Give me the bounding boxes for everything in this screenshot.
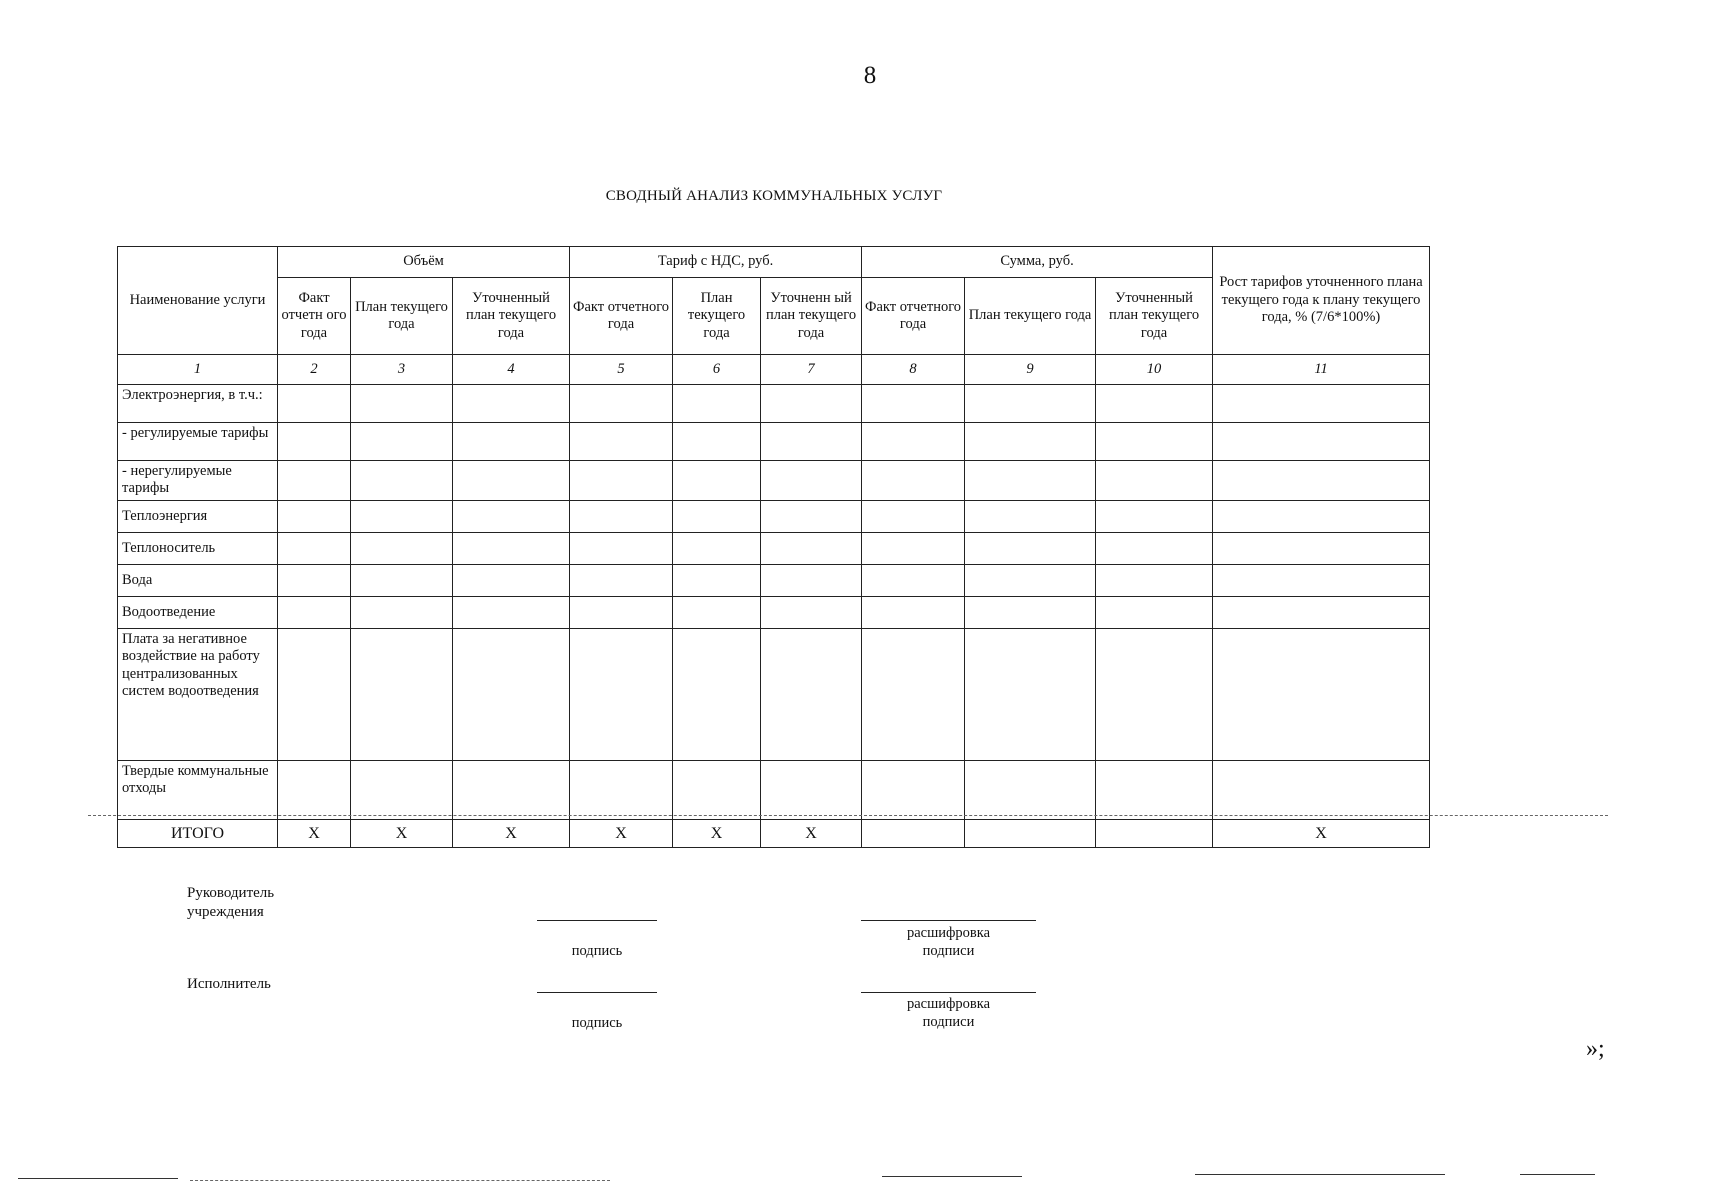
total-cell: X [453, 819, 570, 847]
row-label-heat: Теплоэнергия [118, 500, 278, 532]
data-cell[interactable] [570, 628, 673, 760]
data-cell[interactable] [1096, 596, 1213, 628]
row-label-water: Вода [118, 564, 278, 596]
column-number: 2 [278, 355, 351, 385]
header-group-tariff: Тариф с НДС, руб. [570, 247, 862, 278]
executor-decode-line[interactable] [861, 992, 1036, 993]
data-cell[interactable] [453, 760, 570, 819]
row-label-heat-carrier: Теплоноситель [118, 532, 278, 564]
row-label-sewage: Водоотведение [118, 596, 278, 628]
total-cell: X [1213, 819, 1430, 847]
data-cell[interactable] [965, 760, 1096, 819]
column-number: 3 [351, 355, 453, 385]
data-cell[interactable] [570, 500, 673, 532]
header-tariff-plan: План текущего года [673, 278, 761, 355]
data-cell[interactable] [673, 628, 761, 760]
scan-artifact-line [1520, 1174, 1595, 1175]
data-cell[interactable] [1213, 628, 1430, 760]
header-tariff-growth: Рост тарифов уточненного плана текущего года к плану текущего года, % (7/6*100%) [1213, 247, 1430, 355]
data-cell[interactable] [278, 532, 351, 564]
scan-artifact-line [190, 1180, 610, 1181]
data-cell[interactable] [351, 760, 453, 819]
row-label-regulated: - регулируемые тарифы [118, 423, 278, 461]
data-cell[interactable] [1213, 596, 1430, 628]
data-cell[interactable] [761, 760, 862, 819]
data-cell[interactable] [965, 596, 1096, 628]
data-cell[interactable] [965, 423, 1096, 461]
data-cell[interactable] [278, 628, 351, 760]
data-cell[interactable] [570, 564, 673, 596]
data-cell[interactable] [1213, 423, 1430, 461]
data-cell[interactable] [965, 500, 1096, 532]
table-row [118, 596, 1430, 628]
data-cell[interactable] [1096, 564, 1213, 596]
data-cell[interactable] [673, 423, 761, 461]
table-row [118, 532, 1430, 564]
header-sum-fact: Факт отчетного года [862, 278, 965, 355]
data-cell[interactable] [965, 564, 1096, 596]
executor-label: Исполнитель [187, 976, 271, 992]
data-cell[interactable] [862, 628, 965, 760]
data-cell[interactable] [453, 532, 570, 564]
data-cell[interactable] [761, 423, 862, 461]
data-cell[interactable] [673, 385, 761, 423]
header-tariff-fact: Факт отчетного года [570, 278, 673, 355]
data-cell[interactable] [862, 500, 965, 532]
data-cell[interactable] [1213, 385, 1430, 423]
data-cell[interactable] [453, 564, 570, 596]
header-volume-plan: План текущего года [351, 278, 453, 355]
data-cell[interactable] [862, 532, 965, 564]
data-cell[interactable] [673, 564, 761, 596]
column-number: 9 [965, 355, 1096, 385]
column-number: 8 [862, 355, 965, 385]
closing-quote-mark: »; [1586, 1036, 1605, 1062]
data-cell[interactable] [761, 385, 862, 423]
data-cell[interactable] [1096, 760, 1213, 819]
header-sum-plan: План текущего года [965, 278, 1096, 355]
data-cell[interactable] [1096, 500, 1213, 532]
head-decode-caption: расшифровка подписи [906, 925, 991, 960]
total-cell[interactable] [965, 819, 1096, 847]
column-number: 7 [761, 355, 862, 385]
executor-signature-caption: подпись [571, 1015, 623, 1031]
data-cell[interactable] [351, 461, 453, 501]
data-cell[interactable] [351, 385, 453, 423]
data-cell[interactable] [453, 461, 570, 501]
data-cell[interactable] [351, 423, 453, 461]
column-number: 6 [673, 355, 761, 385]
data-cell[interactable] [862, 564, 965, 596]
data-cell[interactable] [351, 564, 453, 596]
data-cell[interactable] [761, 628, 862, 760]
data-cell[interactable] [570, 596, 673, 628]
data-cell[interactable] [351, 532, 453, 564]
data-cell[interactable] [351, 500, 453, 532]
table-row [118, 628, 1430, 760]
column-number: 11 [1213, 355, 1430, 385]
table-row [118, 461, 1430, 501]
table-row [118, 423, 1430, 461]
data-cell[interactable] [453, 596, 570, 628]
header-group-sum: Сумма, руб. [862, 247, 1213, 278]
data-cell[interactable] [965, 628, 1096, 760]
data-cell[interactable] [351, 596, 453, 628]
header-tariff-refined-plan: Уточненн ый план текущего года [761, 278, 862, 355]
table-row [118, 385, 1430, 423]
data-cell[interactable] [1213, 532, 1430, 564]
data-cell[interactable] [673, 500, 761, 532]
data-cell[interactable] [761, 564, 862, 596]
executor-decode-caption: расшифровка подписи [906, 996, 991, 1031]
header-volume-fact: Факт отчетн ого года [278, 278, 351, 355]
scan-artifact-line [882, 1176, 1022, 1177]
header-sum-refined-plan: Уточненный план текущего года [1096, 278, 1213, 355]
data-cell[interactable] [1096, 628, 1213, 760]
total-cell: X [761, 819, 862, 847]
data-cell[interactable] [673, 532, 761, 564]
data-cell[interactable] [1096, 385, 1213, 423]
utilities-analysis-table [117, 246, 1430, 848]
column-number: 1 [118, 355, 278, 385]
data-cell[interactable] [1213, 500, 1430, 532]
column-number: 5 [570, 355, 673, 385]
data-cell[interactable] [862, 423, 965, 461]
header-volume-refined-plan: Уточненный план текущего года [453, 278, 570, 355]
data-cell[interactable] [453, 423, 570, 461]
data-cell[interactable] [1213, 564, 1430, 596]
data-cell[interactable] [862, 461, 965, 501]
executor-signature-line[interactable] [537, 992, 657, 993]
header-service-name: Наименование услуги [118, 247, 278, 355]
data-cell[interactable] [1096, 532, 1213, 564]
table-row [118, 564, 1430, 596]
total-row [118, 819, 1430, 847]
scan-artifact-line [88, 815, 1608, 816]
column-number: 4 [453, 355, 570, 385]
data-cell[interactable] [761, 596, 862, 628]
data-cell[interactable] [570, 423, 673, 461]
table-row [118, 500, 1430, 532]
data-cell[interactable] [570, 532, 673, 564]
data-cell[interactable] [673, 461, 761, 501]
data-cell[interactable] [570, 385, 673, 423]
data-cell[interactable] [761, 500, 862, 532]
data-cell[interactable] [862, 760, 965, 819]
data-cell[interactable] [278, 564, 351, 596]
row-label-unregulated: - нерегулируемые тарифы [118, 461, 278, 501]
data-cell[interactable] [1213, 461, 1430, 501]
total-cell: X [673, 819, 761, 847]
head-decode-line[interactable] [861, 920, 1036, 921]
data-cell[interactable] [453, 628, 570, 760]
data-cell[interactable] [570, 461, 673, 501]
data-cell[interactable] [278, 596, 351, 628]
data-cell[interactable] [965, 532, 1096, 564]
data-cell[interactable] [673, 760, 761, 819]
total-cell: X [570, 819, 673, 847]
total-cell: X [278, 819, 351, 847]
page-number: 8 [863, 62, 877, 89]
data-cell[interactable] [570, 760, 673, 819]
data-cell[interactable] [453, 500, 570, 532]
total-cell[interactable] [1096, 819, 1213, 847]
table-row [118, 760, 1430, 819]
data-cell[interactable] [862, 385, 965, 423]
scan-artifact-line [18, 1178, 178, 1179]
head-of-institution-label: Руководитель учреждения [187, 885, 275, 920]
data-cell[interactable] [278, 500, 351, 532]
data-cell[interactable] [278, 461, 351, 501]
head-signature-caption: подпись [571, 943, 623, 959]
data-cell[interactable] [673, 596, 761, 628]
data-cell[interactable] [1096, 461, 1213, 501]
data-cell[interactable] [453, 385, 570, 423]
head-signature-line[interactable] [537, 920, 657, 921]
data-cell[interactable] [278, 423, 351, 461]
total-cell: X [351, 819, 453, 847]
data-cell[interactable] [278, 760, 351, 819]
row-label-solid-waste: Твердые коммунальные отходы [118, 760, 278, 819]
header-group-volume: Объём [278, 247, 570, 278]
total-label: ИТОГО [118, 819, 278, 847]
scan-artifact-line [1195, 1174, 1445, 1175]
total-cell[interactable] [862, 819, 965, 847]
data-cell[interactable] [1096, 423, 1213, 461]
data-cell[interactable] [351, 628, 453, 760]
row-label-negative-impact-fee: Плата за негативное воздействие на работу централизованных систем водоотведения [118, 628, 278, 760]
data-cell[interactable] [965, 461, 1096, 501]
row-label-electricity: Электроэнергия, в т.ч.: [118, 385, 278, 423]
data-cell[interactable] [278, 385, 351, 423]
document-title: СВОДНЫЙ АНАЛИЗ КОММУНАЛЬНЫХ УСЛУГ [605, 188, 943, 204]
data-cell[interactable] [965, 385, 1096, 423]
data-cell[interactable] [1213, 760, 1430, 819]
column-number: 10 [1096, 355, 1213, 385]
data-cell[interactable] [862, 596, 965, 628]
data-cell[interactable] [761, 532, 862, 564]
data-cell[interactable] [761, 461, 862, 501]
